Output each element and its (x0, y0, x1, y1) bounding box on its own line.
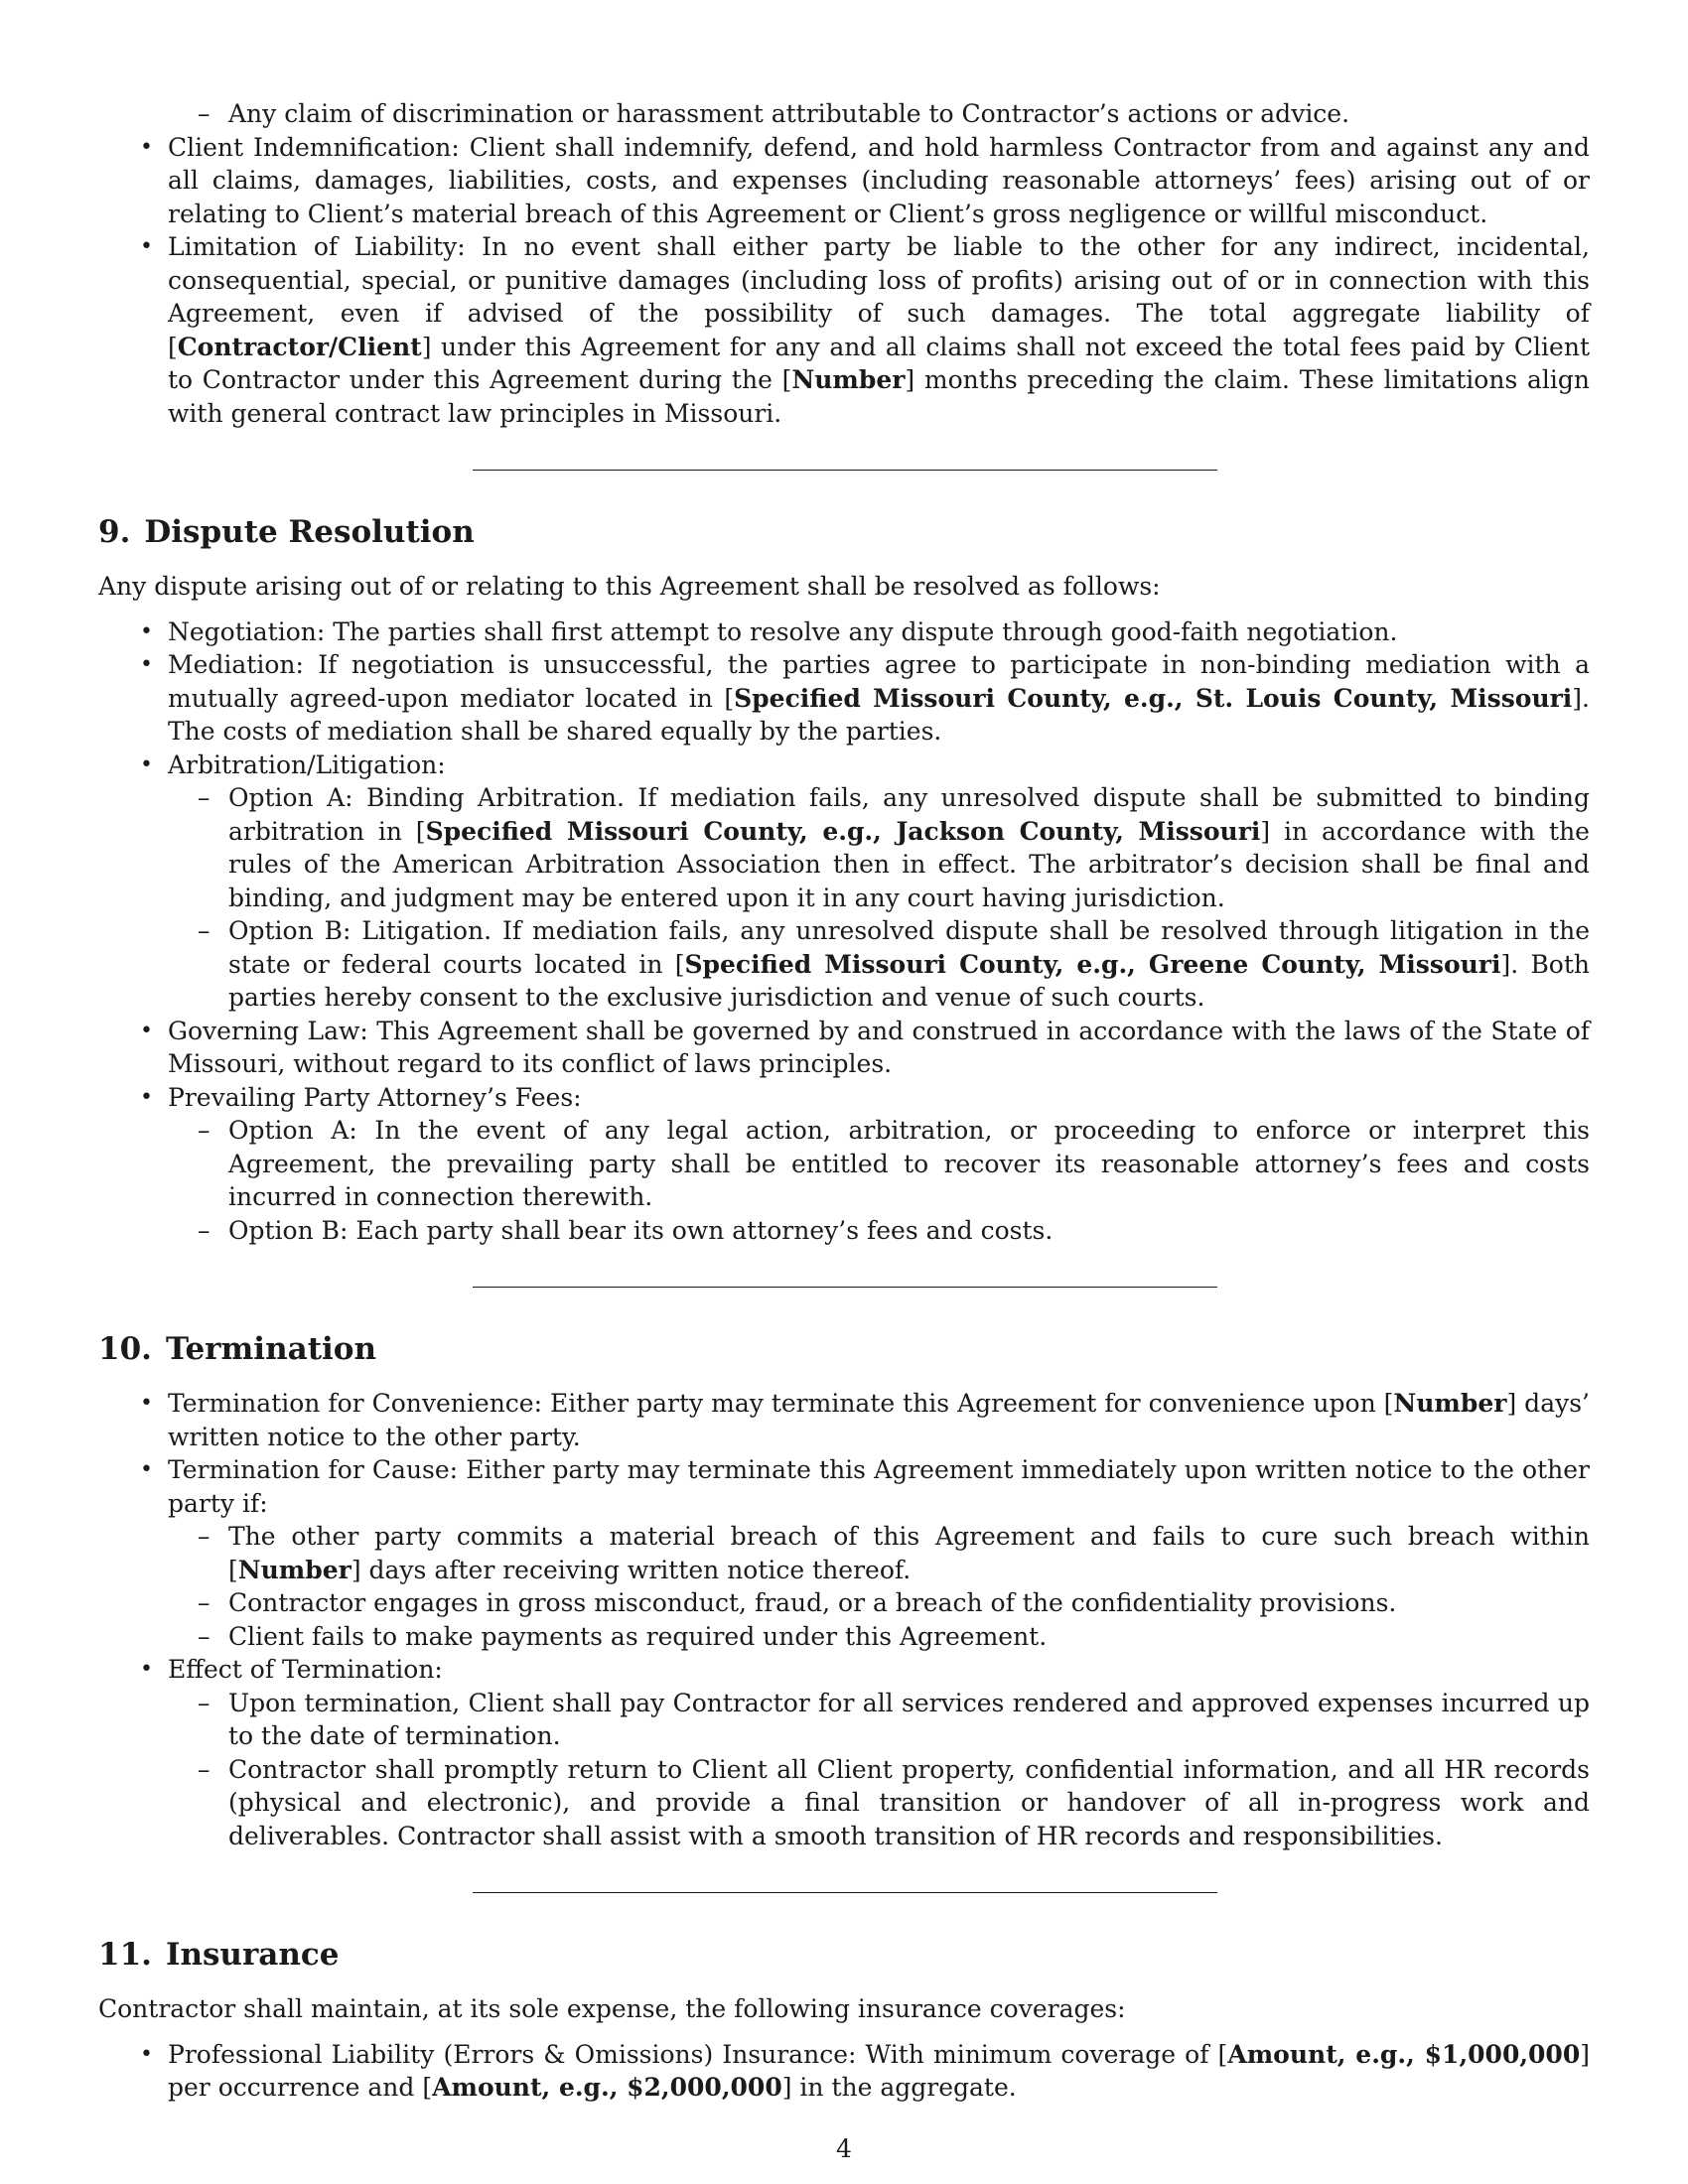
list-item-option-b-litigation: – Option B: Litigation. If mediation fails, any unresolved dispute shall be resolved through litigation in the state or federal courts located in [Specified Missouri County, e.g., Greene County, Missouri]. Both parties hereby consent to the exclusive jurisdiction and venue of such courts. (168, 914, 1590, 1015)
termination-list (98, 1387, 1590, 1852)
list-item-limitation-of-liability: • Limitation of Liability: In no event shall either party be liable to the other for any indirect, incidental, consequential, special, or punitive damages (including loss of profits) arising out of or in connection with this Agreement, even if advised of the possibility of such damages. The total aggregate liability of [Contractor/Client] under this Agreement for any and all claims shall not exceed the total fees paid by Client to Contractor under this Agreement during the [Number] months preceding the claim. These limitations align with general contract law principles in Missouri. (98, 230, 1590, 430)
list-item-arbitration-litigation: • Arbitration/Litigation: – Option A: Binding Arbitration. If mediation fails, any unresolved dispute shall be submitted to binding arbitration in [Specified Missouri County, e.g., Jackson County, Missouri] in accordance with the rules of the American Arbitration Association then in effect. The arbitrator’s decision shall be final and binding, and judgment may be entered upon it in any court having jurisdiction. – Option B: Litigation. If mediation fails, any unresolved dispute shall be resolved through litigation in the state or federal courts located in [Specified Missouri County, e.g., Greene County, Missouri]. Both parties hereby consent to the exclusive jurisdiction and venue of such courts. (98, 749, 1590, 1015)
list-item-mediation: • Mediation: If negotiation is unsuccessful, the parties agree to participate in non-binding mediation with a mutually agreed-upon mediator located in [Specified Missouri County, e.g., St. Louis County, Missouri]. The costs of mediation shall be shared equally by the parties. (98, 648, 1590, 749)
section-intro: Any dispute arising out of or relating to this Agreement shall be resolved as follows: (98, 572, 1161, 601)
insurance-list (98, 2038, 1590, 2105)
section-divider (473, 1287, 1217, 1288)
list-item-effect-of-termination: • Effect of Termination: – Upon termination, Client shall pay Contractor for all services rendered and approved expenses incurred up to the date of termination. – Contractor shall promptly return to Client all Client property, confidential information, and all HR records (physical and electronic), and provide a final transition or handover of all in-progress work and deliverables. Contractor shall assist with a smooth transition of HR records and responsibilities. (98, 1653, 1590, 1852)
indemnification-list (98, 97, 1590, 430)
page-number: 4 (836, 2134, 852, 2163)
cause-conditions-list (168, 1520, 1590, 1653)
effect-list (168, 1687, 1590, 1853)
section-divider (473, 1892, 1217, 1893)
list-item-negotiation: • Negotiation: The parties shall first attempt to resolve any dispute through good-faith negotiation. (98, 615, 1590, 649)
document-page (98, 97, 1590, 2105)
list-item-option-a-arbitration: – Option A: Binding Arbitration. If mediation fails, any unresolved dispute shall be submitted to binding arbitration in [Specified Missouri County, e.g., Jackson County, Missouri] in accordance with the rules of the American Arbitration Association then in effect. The arbitrator’s decision shall be final and binding, and judgment may be entered upon it in any court having jurisdiction. (168, 781, 1590, 914)
list-item (98, 97, 1590, 131)
section-intro: Contractor shall maintain, at its sole expense, the following insurance coverages: (98, 1994, 1126, 2023)
section-divider (473, 470, 1217, 471)
list-item-discrimination: – Any claim of discrimination or harassment attributable to Contractor’s actions or advice. (168, 97, 1590, 131)
list-item-termination-convenience: • Termination for Convenience: Either party may terminate this Agreement for convenience upon [Number] days’ written notice to the other party. (98, 1387, 1590, 1453)
list-item-return-property: – Contractor shall promptly return to Client all Client property, confidential information, and all HR records (physical and electronic), and provide a final transition or handover of all in-progress work and deliverables. Contractor shall assist with a smooth transition of HR records and responsibilities. (168, 1753, 1590, 1853)
list-item-fees-option-b: – Option B: Each party shall bear its own attorney’s fees and costs. (168, 1214, 1590, 1248)
section-heading-termination: 10. Termination (98, 1331, 377, 1367)
list-item-fees-option-a: – Option A: In the event of any legal action, arbitration, or proceeding to enforce or interpret this Agreement, the prevailing party shall be entitled to recover its reasonable attorney’s fees and costs incurred in connection therewith. (168, 1114, 1590, 1214)
list-item-final-payment: – Upon termination, Client shall pay Contractor for all services rendered and approved expenses incurred up to the date of termination. (168, 1687, 1590, 1753)
list-item-termination-cause: • Termination for Cause: Either party may terminate this Agreement immediately upon written notice to the other party if: – The other party commits a material breach of this Agreement and fails to cure such breach within [Number] days after receiving written notice thereof. – Contractor engages in gross misconduct, fraud, or a breach of the confidentiality provisions. – Client fails to make payments as required under this Agreement. (98, 1453, 1590, 1653)
dispute-resolution-list (98, 615, 1590, 1248)
section-heading-insurance: 11. Insurance (98, 1937, 340, 1973)
list-item-material-breach: – The other party commits a material breach of this Agreement and fails to cure such breach within [Number] days after receiving written notice thereof. (168, 1520, 1590, 1586)
section-heading-dispute-resolution: 9. Dispute Resolution (98, 514, 475, 550)
list-item-governing-law: • Governing Law: This Agreement shall be governed by and construed in accordance with the laws of the State of Missouri, without regard to its conflict of laws principles. (98, 1015, 1590, 1081)
list-item-gross-misconduct: – Contractor engages in gross misconduct, fraud, or a breach of the confidentiality provisions. (168, 1586, 1590, 1620)
list-item-client-indemnification: • Client Indemnification: Client shall indemnify, defend, and hold harmless Contractor from and against any and all claims, damages, liabilities, costs, and expenses (including reasonable attorneys’ fees) arising out of or relating to Client’s material breach of this Agreement or Client’s gross negligence or willful misconduct. (98, 131, 1590, 231)
list-item-attorneys-fees: • Prevailing Party Attorney’s Fees: – Option A: In the event of any legal action, arbitration, or proceeding to enforce or interpret this Agreement, the prevailing party shall be entitled to recover its reasonable attorney’s fees and costs incurred in connection therewith. – Option B: Each party shall bear its own attorney’s fees and costs. (98, 1081, 1590, 1248)
list-item-payment-failure: – Client fails to make payments as required under this Agreement. (168, 1620, 1590, 1654)
list-item-professional-liability: • Professional Liability (Errors & Omissions) Insurance: With minimum coverage of [Amount, e.g., $1,000,000] per occurrence and [Amount, e.g., $2,000,000] in the aggregate. (98, 2038, 1590, 2105)
arbitration-options-list (168, 781, 1590, 1015)
fees-options-list (168, 1114, 1590, 1247)
